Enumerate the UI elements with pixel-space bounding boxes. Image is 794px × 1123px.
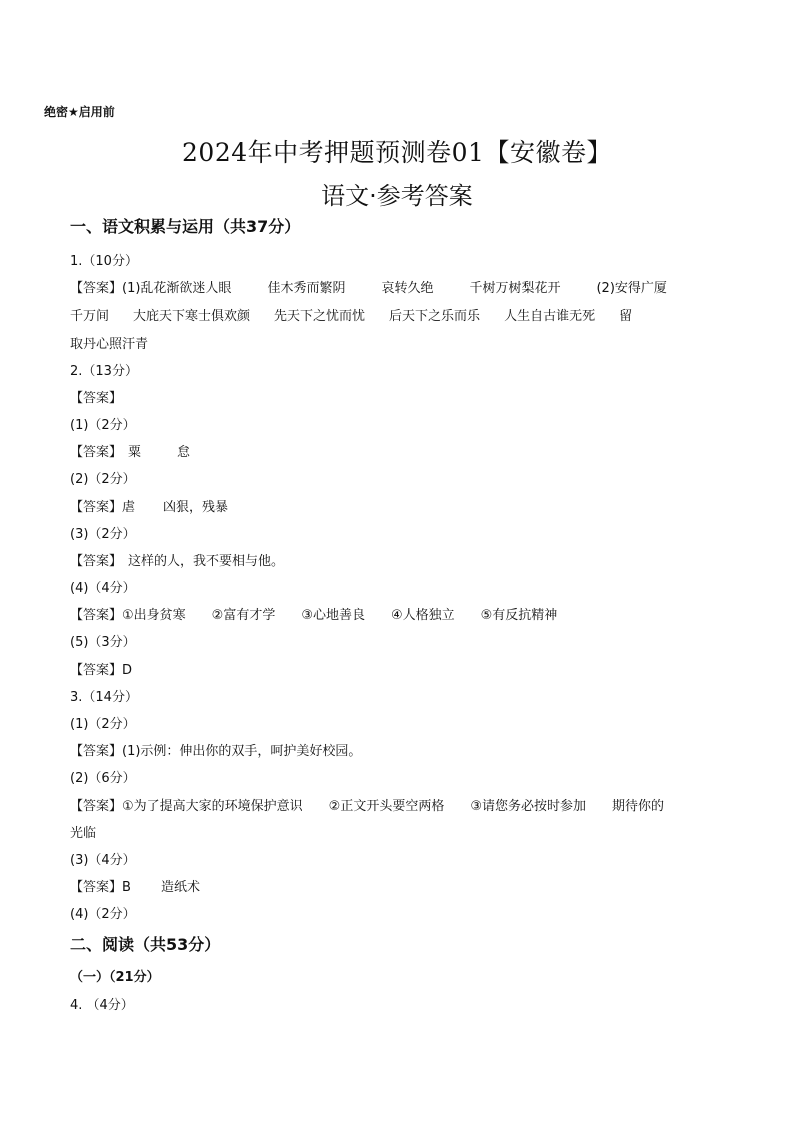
answer-item: (2)安得广厦 <box>596 281 667 296</box>
q2-answer-1: 【答案】 粟 怠 <box>70 445 191 460</box>
q2-part-2: (2)（2分） <box>70 472 136 487</box>
section-2-title: 二、阅读（共53分） <box>70 935 221 954</box>
page-subtitle: 语文·参考答案 <box>321 182 473 210</box>
q2-answer-5: 【答案】D <box>70 663 133 678</box>
q3-part-4: (4)（2分） <box>70 907 136 922</box>
answer-item: 千树万树梨花开 <box>469 281 561 296</box>
q3-answer-2-cont: 光临 <box>70 826 97 841</box>
q2-answer-tag: 【答案】 <box>70 391 123 406</box>
page-title: 2024年中考押题预测卷01【安徽卷】 <box>182 138 612 167</box>
answer-item: 人生自古谁无死 <box>504 309 596 324</box>
q3-part-1: (1)（2分） <box>70 717 136 732</box>
answer-item: 千万间 <box>70 309 110 324</box>
q3-answer-3: 【答案】B 造纸术 <box>70 880 200 895</box>
q2-part-4: (4)（4分） <box>70 581 136 596</box>
answer-tag: 【答案】 <box>70 281 123 296</box>
q3-label: 3.（14分） <box>70 690 138 705</box>
answer-item: 哀转久绝 <box>381 281 434 296</box>
answer-item: 留 <box>619 309 633 324</box>
section-2-sub-1: （一）（21分） <box>70 970 160 985</box>
q2-part-5: (5)（3分） <box>70 635 136 650</box>
q1-label: 1.（10分） <box>70 254 138 269</box>
answer-item: 后天下之乐而乐 <box>389 309 481 324</box>
q2-answer-2: 【答案】虐 凶狠，残暴 <box>70 500 229 515</box>
q2-answer-3: 【答案】 这样的人，我不要相与他。 <box>70 554 285 569</box>
q4-label: 4. （4分） <box>70 998 134 1013</box>
q2-part-3: (3)（2分） <box>70 527 136 542</box>
q2-answer-4: 【答案】①出身贫寒 ②富有才学 ③心地善良 ④人格独立 ⑤有反抗精神 <box>70 608 558 623</box>
secret-label: 绝密★启用前 <box>44 105 115 119</box>
q3-answer-1: 【答案】(1)示例：伸出你的双手，呵护美好校园。 <box>70 744 362 759</box>
q3-part-2: (2)（6分） <box>70 771 136 786</box>
answer-item: 先天下之忧而忧 <box>274 309 366 324</box>
answer-item: (1)乱花渐欲迷人眼 <box>122 281 232 296</box>
section-1-title: 一、语文积累与运用（共37分） <box>70 217 301 236</box>
q3-part-3: (3)（4分） <box>70 853 136 868</box>
q1-answer-line-3: 取丹心照汗青 <box>70 337 149 352</box>
q2-part-1: (1)（2分） <box>70 418 136 433</box>
q1-answer-line-2 <box>70 305 632 324</box>
answer-item: 大庇天下寒士俱欢颜 <box>133 309 251 324</box>
q1-answer-line-1 <box>70 277 667 296</box>
answer-item: 佳木秀而繁阴 <box>267 281 346 296</box>
q2-label: 2.（13分） <box>70 364 138 379</box>
q3-answer-2: 【答案】①为了提高大家的环境保护意识 ②正文开头要空两格 ③请您务必按时参加 期待你的 <box>70 799 664 814</box>
